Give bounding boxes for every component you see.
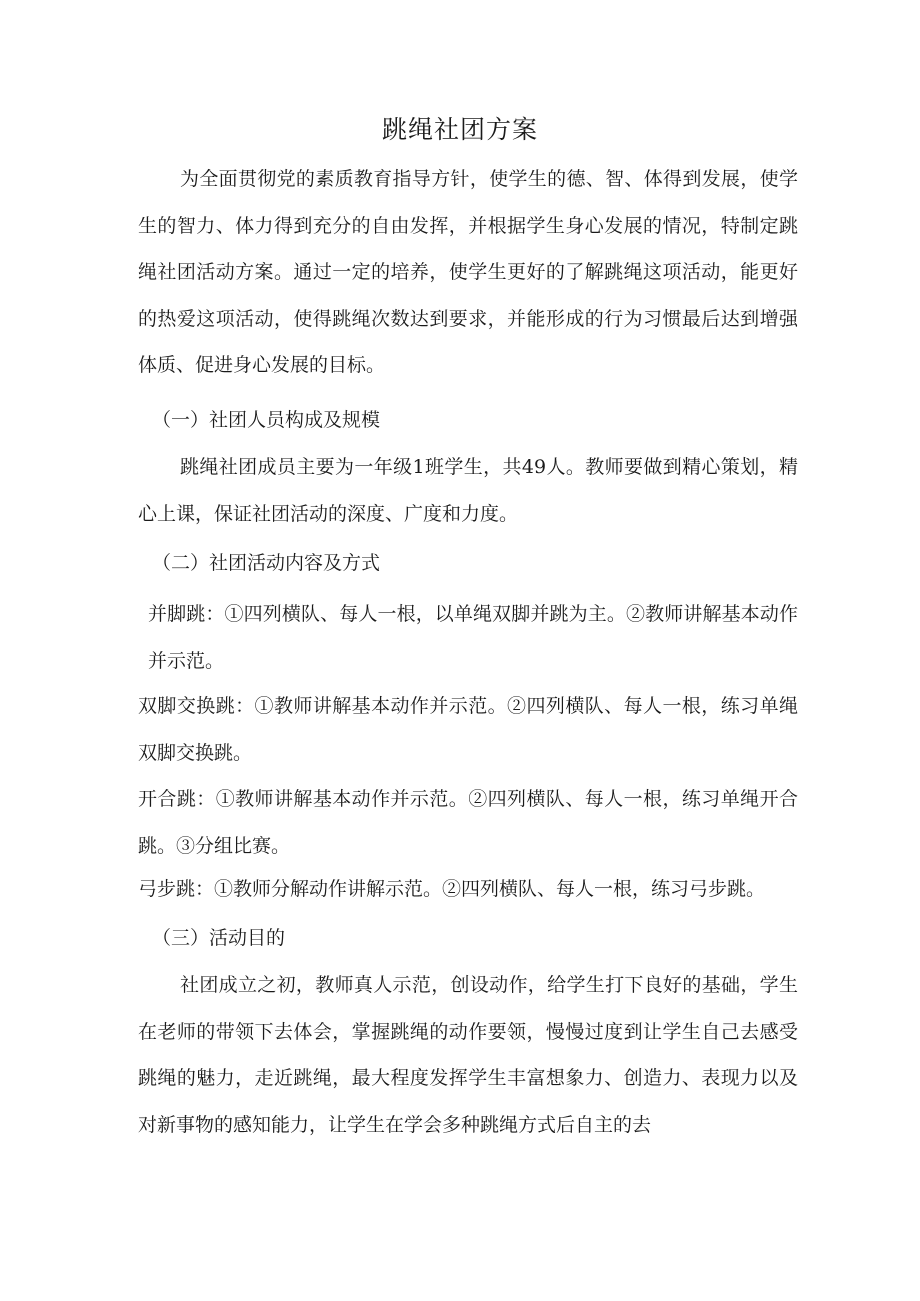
members-paragraph: 跳绳社团成员主要为一年级1班学生，共49人。教师要做到精心策划，精心上课，保证社团活动的深度、广度和力度。	[138, 456, 798, 525]
document-title: 跳绳社团方案	[381, 115, 538, 144]
activity-item-alternate-feet: 双脚交换跳：①教师讲解基本动作并示范。②四列横队、每人一根，练习单绳双脚交换跳。	[138, 695, 798, 764]
activity-item-lunge: 弓步跳：①教师分解动作讲解示范。②四列横队、每人一根，练习弓步跳。	[138, 878, 766, 900]
activity-item-feet-together: 并脚跳：①四列横队、每人一根，以单绳双脚并跳为主。②教师讲解基本动作并示范。	[148, 603, 798, 672]
section-heading-activities: （二）社团活动内容及方式	[152, 552, 381, 574]
section-heading-members: （一）社团人员构成及规模	[152, 409, 381, 431]
purpose-paragraph: 社团成立之初，教师真人示范，创设动作，给学生打下良好的基础，学生在老师的带领下去体会，掌握跳绳的动作要领，慢慢过度到让学生自己去感受跳绳的魅力，走近跳绳，最大程度发挥学生丰富想象力、创造力、表现力以及对新事物的感知能力，让学生在学会多种跳绳方式后自主的去	[138, 974, 798, 1136]
intro-paragraph: 为全面贯彻党的素质教育指导方针，使学生的德、智、体得到发展，使学生的智力、体力得到充分的自由发挥，并根据学生身心发展的情况，特制定跳绳社团活动方案。通过一定的培养，使学生更好的了解跳绳这项活动，能更好的热爱这项活动，使得跳绳次数达到要求，并能形成的行为习惯最后达到增强体质、促进身心发展的目标。	[138, 168, 798, 376]
activity-item-jumping-jack: 开合跳：①教师讲解基本动作并示范。②四列横队、每人一根，练习单绳开合跳。③分组比赛。	[138, 788, 798, 857]
section-heading-purpose: （三）活动目的	[152, 927, 286, 949]
